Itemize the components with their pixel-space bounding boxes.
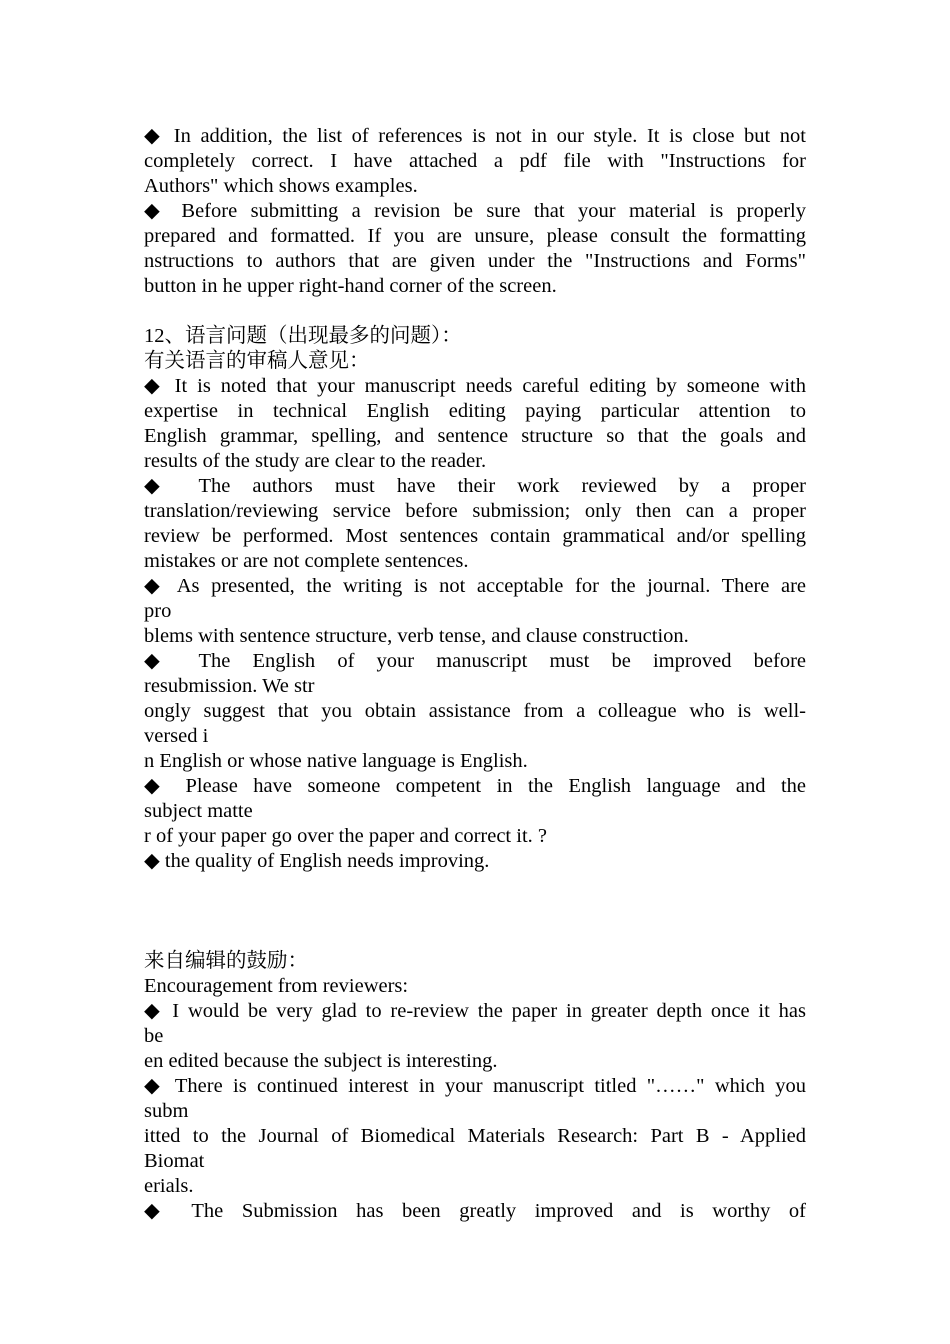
text-line: ◆ Please have someone competent in the English language and the: [144, 775, 806, 797]
text-line: ongly suggest that you obtain assistance from a colleague who is well-: [144, 700, 806, 722]
text-line: resubmission. We str: [144, 675, 315, 697]
text-line: Authors" which shows examples.: [144, 175, 418, 197]
text-line: itted to the Journal of Biomedical Materials Research: Part B - Applied: [144, 1125, 806, 1147]
text-line: subm: [144, 1100, 189, 1122]
text-line: translation/reviewing service before submission; only then can a proper: [144, 500, 806, 522]
text-line: completely correct. I have attached a pdf file with "Instructions for: [144, 150, 806, 172]
text-line: 来自编辑的鼓励：: [144, 950, 308, 972]
text-line: blems with sentence structure, verb tense, and clause construction.: [144, 625, 689, 647]
text-line: Encouragement from reviewers:: [144, 975, 409, 997]
text-line: mistakes or are not complete sentences.: [144, 550, 469, 572]
text-line: ◆ the quality of English needs improving.: [144, 850, 490, 872]
text-line: review be performed. Most sentences contain grammatical and/or spelling: [144, 525, 806, 547]
blank-line: [144, 899, 806, 924]
text-line: ◆ In addition, the list of references is not in our style. It is close but not: [144, 125, 806, 147]
text-line: English grammar, spelling, and sentence structure so that the goals and: [144, 425, 806, 447]
text-line: ◆ I would be very glad to re-review the paper in greater depth once it has: [144, 1000, 806, 1022]
blank-line: [144, 299, 806, 324]
blank-line: [144, 924, 806, 949]
text-line: Biomat: [144, 1150, 205, 1172]
text-line: expertise in technical English editing paying particular attention to: [144, 400, 806, 422]
text-line: r of your paper go over the paper and correct it. ?: [144, 825, 547, 847]
text-line: prepared and formatted. If you are unsure, please consult the formatting: [144, 225, 806, 247]
text-line: ◆ As presented, the writing is not acceptable for the journal. There are: [144, 575, 806, 597]
text-line: be: [144, 1025, 164, 1047]
text-line: button in he upper right-hand corner of the screen.: [144, 275, 557, 297]
blank-line: [144, 874, 806, 899]
text-line: 12、语言问题（出现最多的问题）：: [144, 325, 462, 347]
text-line: 有关语言的审稿人意见：: [144, 350, 370, 372]
text-line: results of the study are clear to the reader.: [144, 450, 487, 472]
text-line: ◆ Before submitting a revision be sure that your material is properly: [144, 200, 806, 222]
text-line: erials.: [144, 1175, 194, 1197]
text-line: pro: [144, 600, 172, 622]
text-line: nstructions to authors that are given under the "Instructions and Forms": [144, 250, 806, 272]
text-line: ◆ The Submission has been greatly improved and is worthy of: [144, 1200, 806, 1222]
text-line: ◆ There is continued interest in your manuscript titled "……" which you: [144, 1075, 806, 1097]
text-line: versed i: [144, 725, 209, 747]
text-line: en edited because the subject is interesting.: [144, 1050, 498, 1072]
text-line: ◆ The English of your manuscript must be improved before: [144, 650, 806, 672]
document-page: [144, 124, 806, 1224]
text-line: subject matte: [144, 800, 253, 822]
text-line: ◆ It is noted that your manuscript needs careful editing by someone with: [144, 375, 806, 397]
text-line: n English or whose native language is English.: [144, 750, 528, 772]
text-line: ◆ The authors must have their work reviewed by a proper: [144, 475, 806, 497]
